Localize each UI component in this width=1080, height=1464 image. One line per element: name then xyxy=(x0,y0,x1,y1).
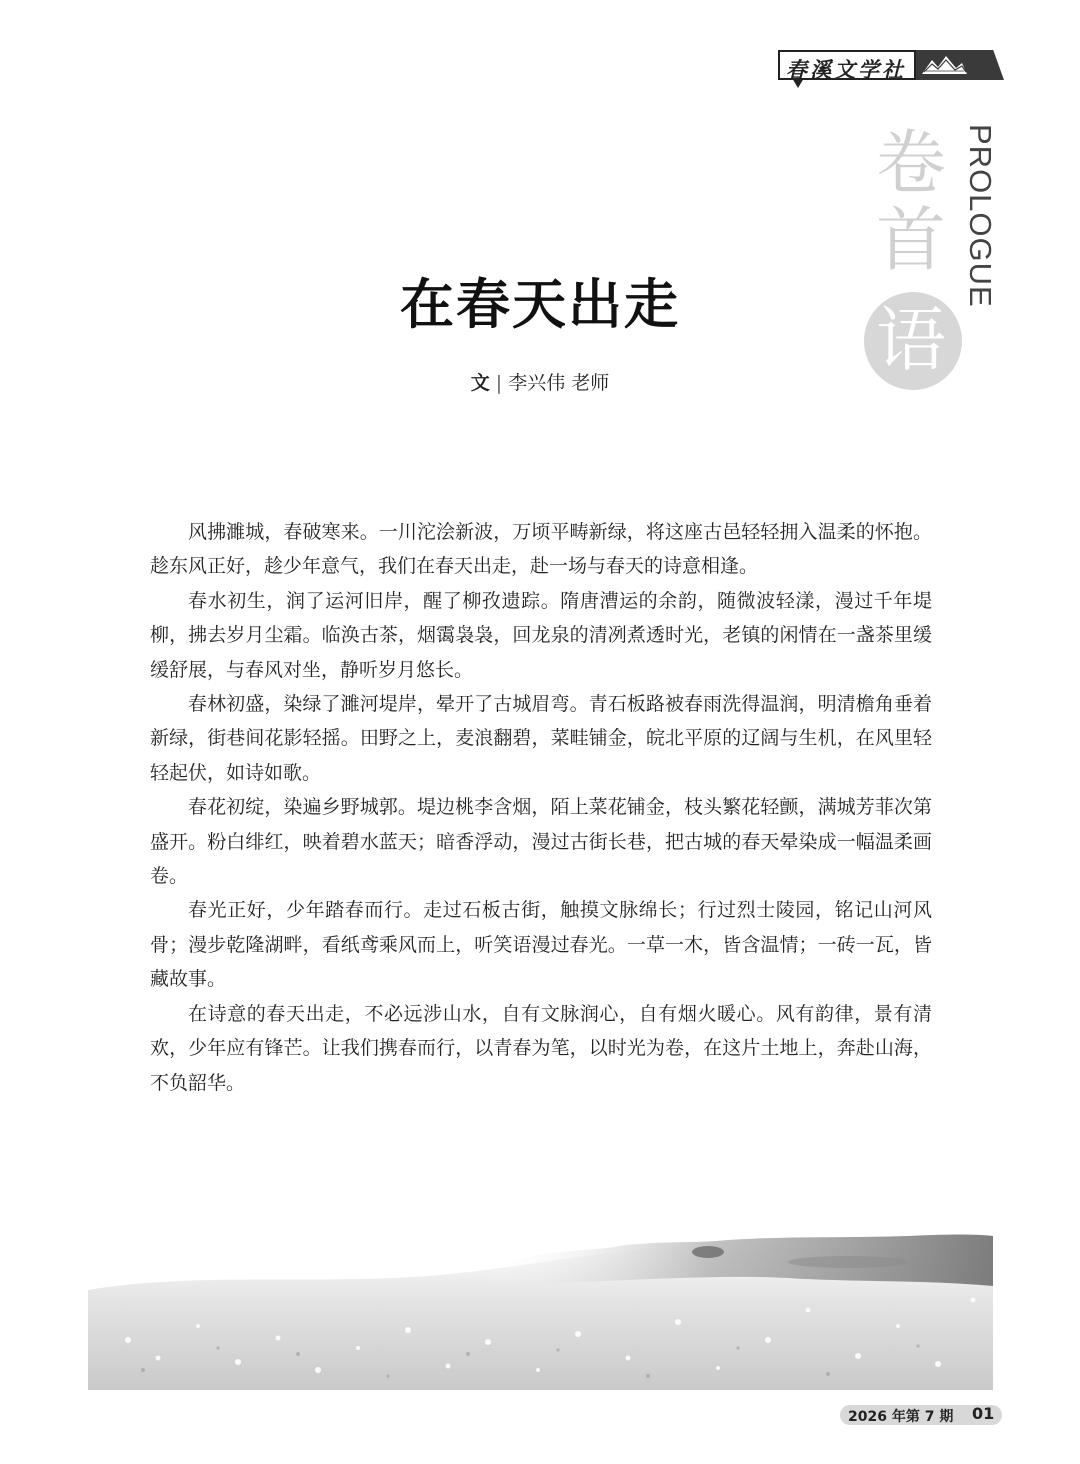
paragraph: 风拂濉城，春破寒来。一川沱浍新波，万顷平畴新绿，将这座古邑轻轻拥入温柔的怀抱。趁东风正好，趁少年意气，我们在春天出走，赴一场与春天的诗意相逢。 xyxy=(150,521,932,578)
article-title: 在春天出走 xyxy=(400,272,680,336)
paragraph: 春花初绽，染遍乡野城郭。堤边桃李含烟，陌上菜花铺金，枝头繁花轻颤，满城芳菲次第盛开。粉白绯红，映着碧水蓝天；暗香浮动，漫过古街长巷，把古城的春天晕染成一幅温柔画卷。 xyxy=(150,796,932,888)
paragraph: 春光正好，少年踏春而行。走过石板古街，触摸文脉绵长；行过烈士陵园，铭记山河风骨；漫步乾隆湖畔，看纸鸢乘风而上，听笑语漫过春光。一草一木，皆含温情；一砖一瓦，皆藏故事。 xyxy=(150,899,932,991)
side-char-yu: 语 xyxy=(876,299,946,381)
landscape-illustration xyxy=(88,1230,993,1390)
page-number: 01 xyxy=(972,1404,995,1423)
paragraph: 春林初盛，染绿了濉河堤岸，晕开了古城眉弯。青石板路被春雨洗得温润，明清檐角垂着新绿，街巷间花影轻摇。田野之上，麦浪翻碧，菜畦铺金，皖北平原的辽阔与生机，在风里轻轻起伏，如诗如歌。 xyxy=(150,693,932,784)
paragraph: 在诗意的春天出走，不必远涉山水，自有文脉润心，自有烟火暖心。风有韵律，景有清欢，少年应有锋芒。让我们携春而行，以青春为笔，以时光为卷，在这片土地上，奔赴山海，不负韶华。 xyxy=(150,1002,932,1094)
magazine-name: 春溪文学社 xyxy=(786,57,906,82)
magazine-badge xyxy=(778,50,1004,82)
article-body xyxy=(150,515,932,1100)
author-name: 李兴伟 老师 xyxy=(508,372,610,394)
byline-label: 文 xyxy=(470,372,490,394)
side-char-juan: 卷 xyxy=(876,122,946,204)
issue-label: 2026 年第 7 期 xyxy=(848,1409,954,1425)
byline xyxy=(0,368,1080,395)
side-char-shou: 首 xyxy=(876,199,946,281)
badge-tail xyxy=(792,78,804,88)
mountain-icon xyxy=(920,54,968,76)
badge-box xyxy=(778,50,916,80)
prologue-label: PROLOGUE xyxy=(963,124,998,308)
byline-separator: | xyxy=(495,372,503,394)
paragraph: 春水初生，润了运河旧岸，醒了柳孜遗踪。隋唐漕运的余韵，随微波轻漾，漫过千年堤柳，拂去岁月尘霜。临涣古茶，烟霭袅袅，回龙泉的清冽煮透时光，老镇的闲情在一盏茶里缓缓舒展，与春风对坐，静听岁月悠长。 xyxy=(150,589,932,681)
